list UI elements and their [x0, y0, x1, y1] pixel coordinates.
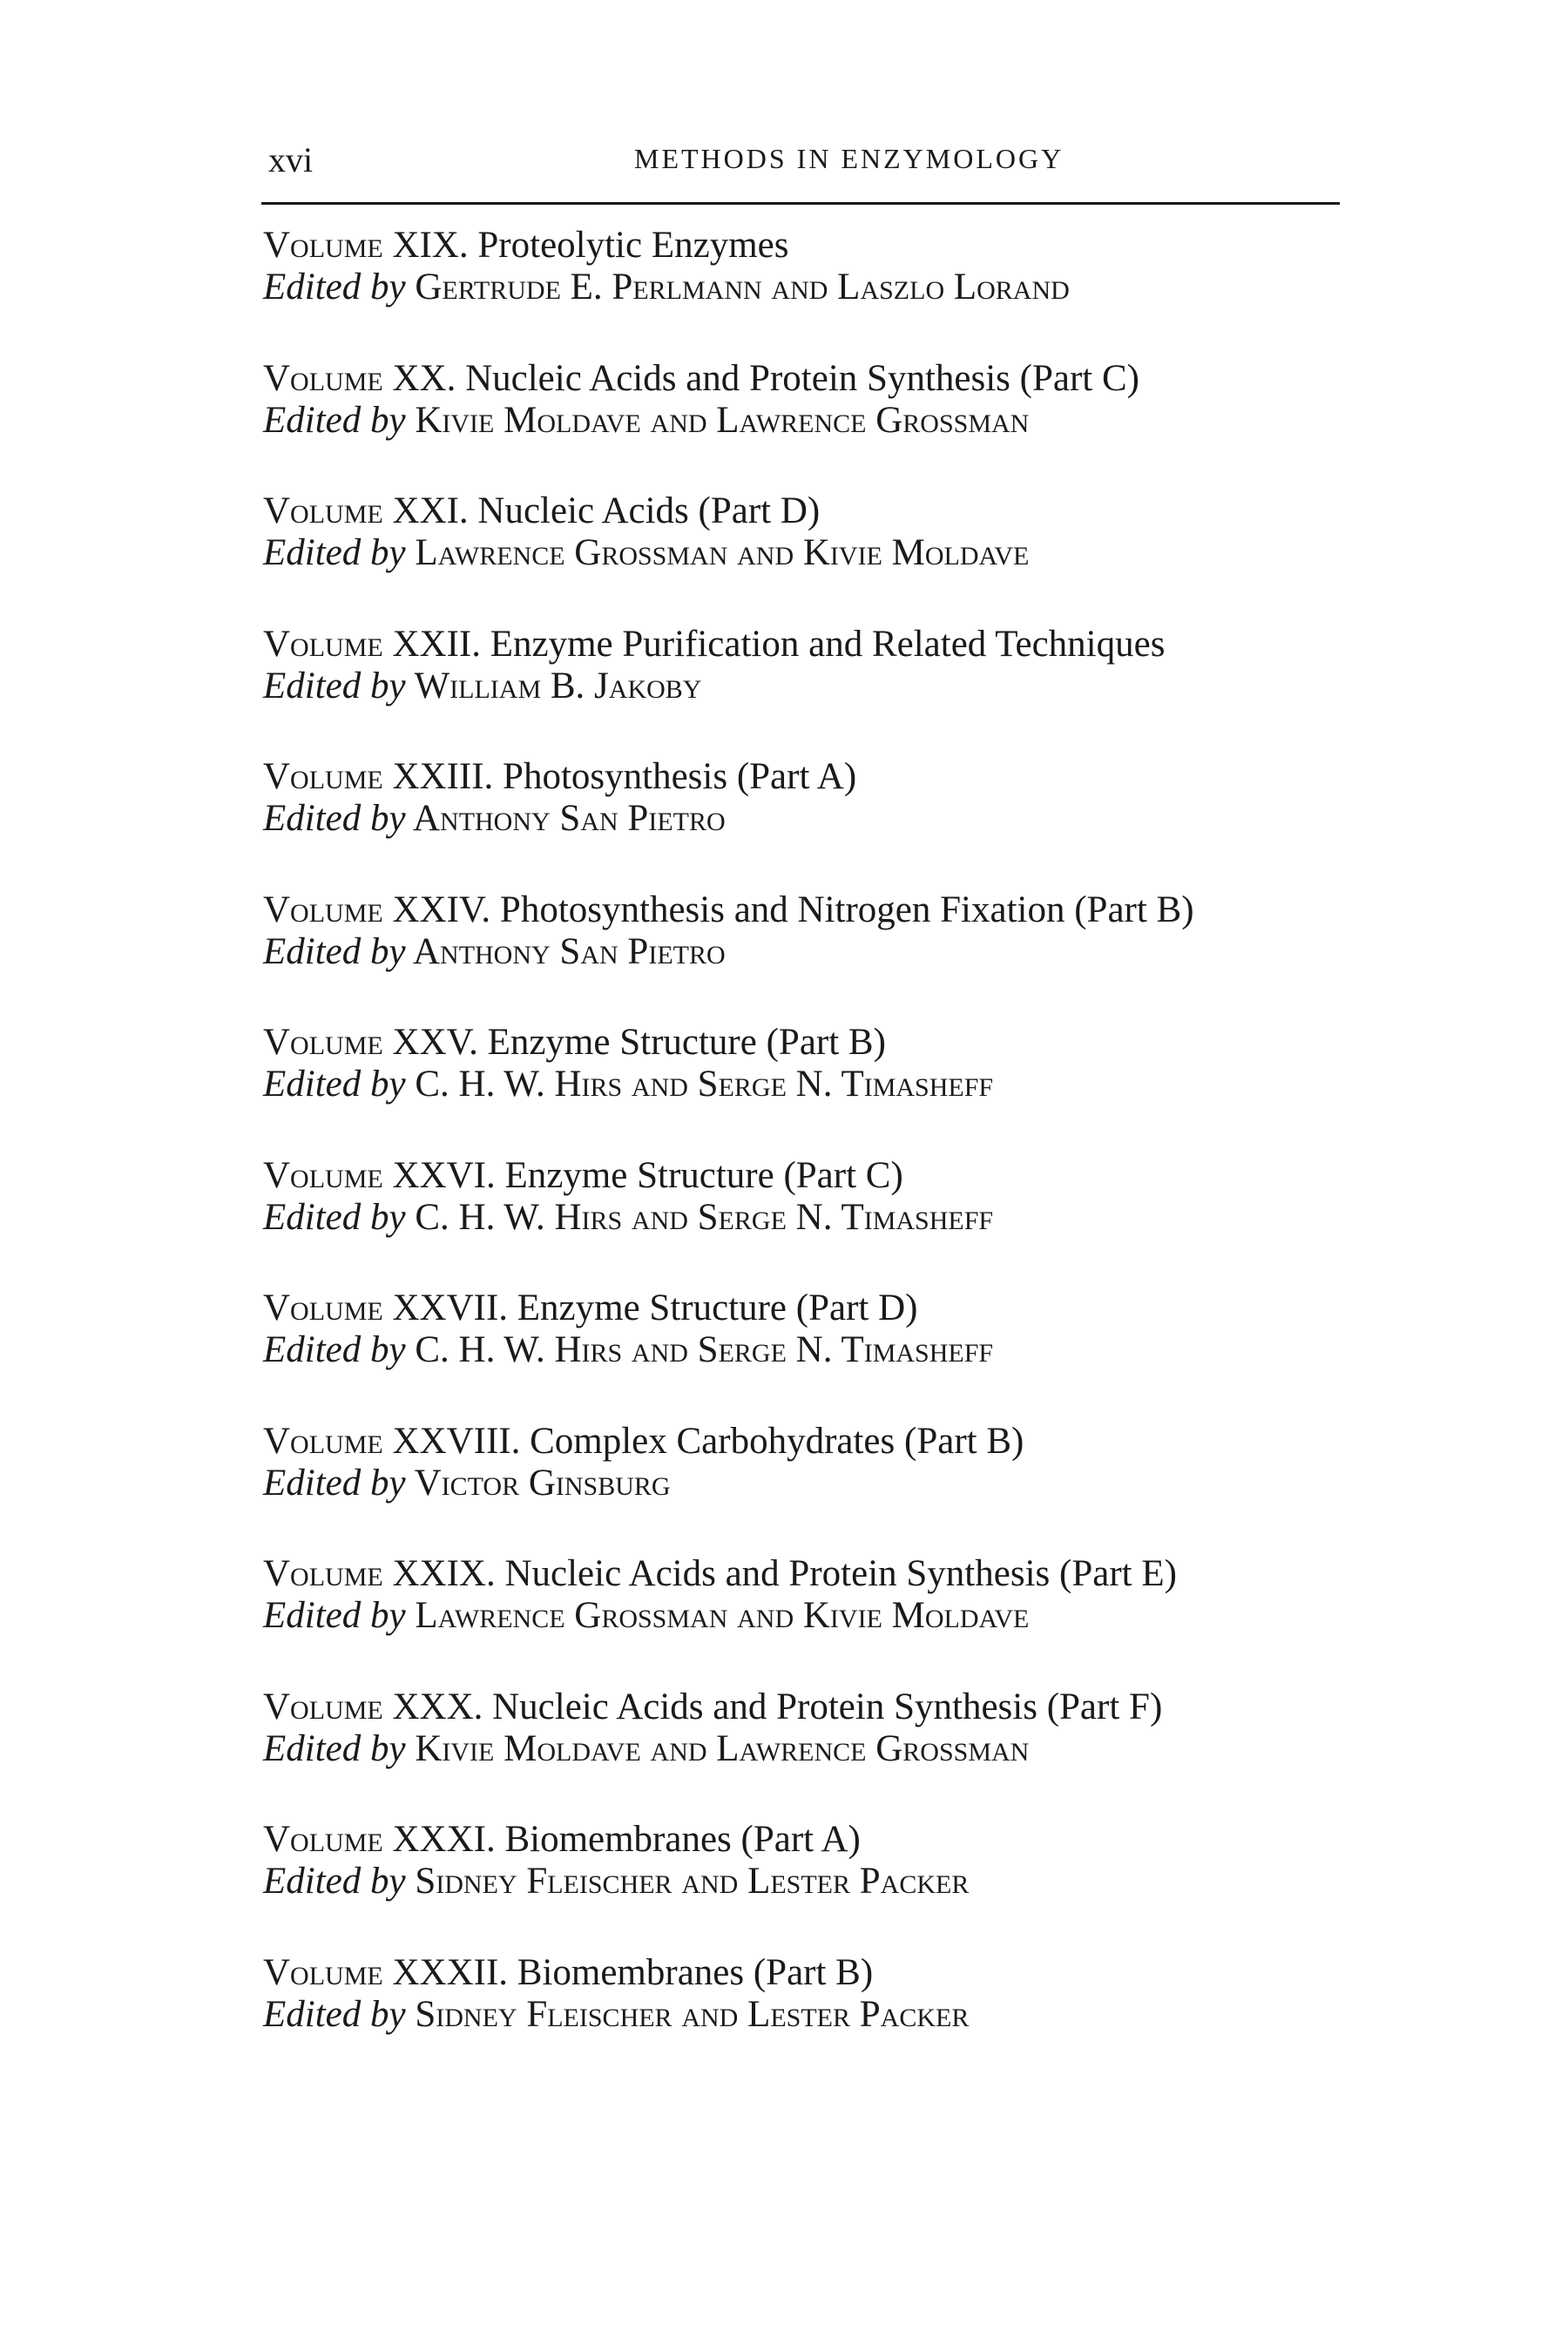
volume-title-line [263, 1421, 1352, 1463]
volume-label: Volume [263, 1288, 383, 1328]
volume-title-line [263, 624, 1352, 666]
volume-title: XXIV. Photosynthesis and Nitrogen Fixation (Part B) [382, 889, 1194, 930]
volume-title-line [263, 1952, 1352, 1994]
edited-by-label: Edited by [263, 1861, 406, 1902]
volume-title: XXVII. Enzyme Structure (Part D) [382, 1288, 918, 1328]
editors-line [263, 1197, 1352, 1239]
volume-entry [263, 1022, 1352, 1155]
editors-line [263, 931, 1352, 973]
editors: Sidney Fleischer and Lester Packer [405, 1861, 970, 1902]
volume-title-line [263, 1819, 1352, 1861]
edited-by-label: Edited by [263, 399, 406, 441]
volume-label: Volume [263, 225, 383, 266]
edited-by-label: Edited by [263, 798, 406, 839]
editors: Lawrence Grossman and Kivie Moldave [405, 1595, 1030, 1636]
volume-entry [263, 1686, 1352, 1820]
editors-line [263, 1994, 1352, 2036]
volume-title-line [263, 225, 1352, 267]
editors-line [263, 1064, 1352, 1105]
volume-title: XXXII. Biomembranes (Part B) [382, 1951, 874, 1993]
editors-line [263, 1728, 1352, 1770]
volume-entry [263, 1288, 1352, 1421]
volume-label: Volume [263, 1154, 383, 1196]
editors-line [263, 666, 1352, 707]
volume-title: XXIII. Photosynthesis (Part A) [382, 756, 857, 797]
volume-label: Volume [263, 1819, 383, 1860]
edited-by-label: Edited by [263, 1462, 406, 1504]
editors: Kivie Moldave and Lawrence Grossman [405, 399, 1030, 441]
edited-by-label: Edited by [263, 1064, 406, 1105]
volume-title: XXIX. Nucleic Acids and Protein Synthesis (Part E) [382, 1553, 1177, 1594]
volume-entry [263, 756, 1352, 889]
volume-title-line [263, 889, 1352, 931]
editors: C. H. W. Hirs and Serge N. Timasheff [405, 1064, 994, 1105]
volume-entry [263, 889, 1352, 1023]
editors: Sidney Fleischer and Lester Packer [405, 1993, 970, 2035]
editors: Kivie Moldave and Lawrence Grossman [405, 1727, 1030, 1769]
volume-entry [263, 1819, 1352, 1952]
volume-entry [263, 490, 1352, 624]
editors-line [263, 798, 1352, 840]
page-header [268, 139, 1335, 192]
editors-line [263, 267, 1352, 308]
edited-by-label: Edited by [263, 1196, 406, 1238]
volume-title: XXI. Nucleic Acids (Part D) [382, 490, 821, 531]
editors-line [263, 1463, 1352, 1504]
volume-title: XXVIII. Complex Carbohydrates (Part B) [382, 1420, 1024, 1462]
editors: Victor Ginsburg [405, 1462, 671, 1504]
editors: C. H. W. Hirs and Serge N. Timasheff [405, 1329, 994, 1370]
editors: Anthony San Pietro [405, 798, 726, 839]
volume-list [263, 225, 1352, 2085]
edited-by-label: Edited by [263, 1329, 406, 1370]
volume-title-line [263, 1686, 1352, 1728]
volume-entry [263, 225, 1352, 358]
volume-title: XX. Nucleic Acids and Protein Synthesis (Part C) [382, 357, 1139, 399]
editors-line [263, 532, 1352, 574]
editors: Anthony San Pietro [405, 930, 726, 972]
volume-entry [263, 358, 1352, 491]
page-number: xvi [268, 140, 314, 179]
editors-line [263, 1595, 1352, 1637]
volume-title: XIX. Proteolytic Enzymes [382, 225, 789, 266]
volume-label: Volume [263, 490, 383, 531]
volume-title: XXV. Enzyme Structure (Part B) [382, 1022, 886, 1063]
volume-entry [263, 1952, 1352, 2085]
volume-entry [263, 1155, 1352, 1288]
edited-by-label: Edited by [263, 532, 406, 573]
editors: C. H. W. Hirs and Serge N. Timasheff [405, 1196, 994, 1238]
volume-label: Volume [263, 1686, 383, 1727]
volume-title: XXX. Nucleic Acids and Protein Synthesis (Part F) [382, 1686, 1163, 1727]
volume-title: XXVI. Enzyme Structure (Part C) [382, 1154, 903, 1196]
volume-title-line [263, 1288, 1352, 1329]
volume-label: Volume [263, 889, 383, 930]
volume-title-line [263, 490, 1352, 532]
edited-by-label: Edited by [263, 1993, 406, 2035]
volume-label: Volume [263, 357, 383, 399]
header-rule [261, 202, 1340, 205]
volume-label: Volume [263, 1951, 383, 1993]
volume-label: Volume [263, 1022, 383, 1063]
volume-label: Volume [263, 623, 383, 665]
volume-entry [263, 1553, 1352, 1686]
volume-title: XXXI. Biomembranes (Part A) [382, 1819, 861, 1860]
editors: Gertrude E. Perlmann and Laszlo Lorand [405, 267, 1070, 308]
edited-by-label: Edited by [263, 930, 406, 972]
editors-line [263, 400, 1352, 442]
volume-entry [263, 624, 1352, 757]
editors: Lawrence Grossman and Kivie Moldave [405, 532, 1030, 573]
edited-by-label: Edited by [263, 267, 406, 308]
volume-title: XXII. Enzyme Purification and Related Techniques [382, 623, 1166, 665]
edited-by-label: Edited by [263, 665, 406, 706]
editors-line [263, 1861, 1352, 1903]
editors-line [263, 1329, 1352, 1371]
volume-title-line [263, 358, 1352, 400]
editors: William B. Jakoby [405, 665, 702, 706]
edited-by-label: Edited by [263, 1595, 406, 1636]
edited-by-label: Edited by [263, 1727, 406, 1769]
volume-label: Volume [263, 1420, 383, 1462]
volume-title-line [263, 1022, 1352, 1064]
volume-title-line [263, 1155, 1352, 1197]
volume-title-line [263, 756, 1352, 798]
volume-title-line [263, 1553, 1352, 1595]
volume-label: Volume [263, 1553, 383, 1594]
volume-label: Volume [263, 756, 383, 797]
volume-entry [263, 1421, 1352, 1554]
running-title: METHODS IN ENZYMOLOGY [634, 143, 1064, 174]
